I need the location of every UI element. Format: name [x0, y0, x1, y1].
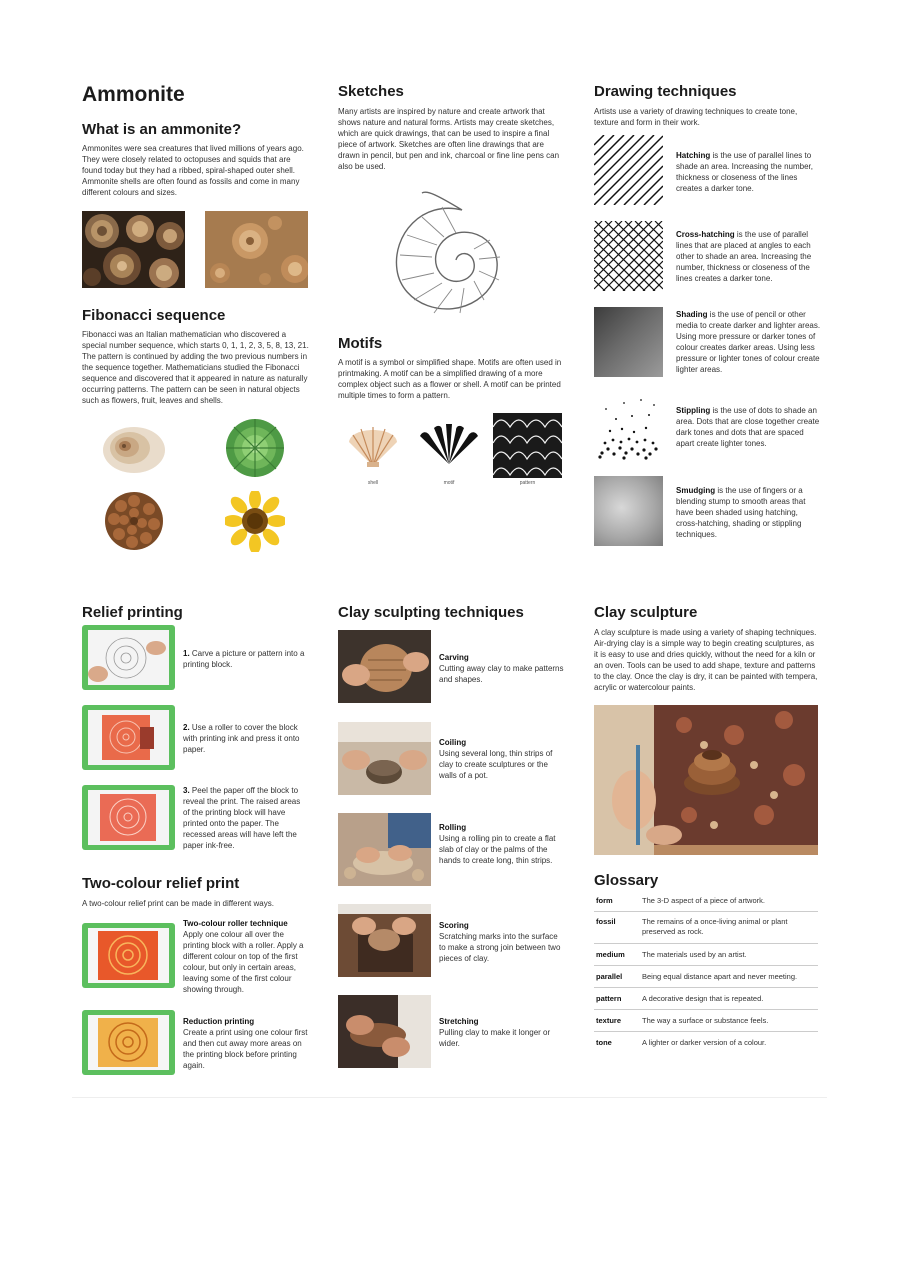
- scoring-photo: [338, 904, 431, 977]
- stretching-text: [439, 1016, 564, 1049]
- cross-hatching-desc: [676, 229, 821, 284]
- cross-hatching-text: is the use of parallel lines that are placed at angles to each other to shade an area. Increasing the number, thickness or closeness of the lines creates a darker tone.: [676, 230, 812, 283]
- relief-step3-desc: Peel the paper off the block to reveal the print. The raised areas of the printing block will have printed onto the paper. The recessed areas will have left the paper ink-free.: [183, 786, 301, 850]
- two-colour-roller-desc: Apply one colour all over the printing block with a roller. Apply a different colour on top of the first colour, but only in certain areas, leaving some of the first colour showing through.: [183, 930, 304, 994]
- stretching-title: Stretching: [439, 1017, 479, 1026]
- scoring-text: [439, 920, 564, 964]
- glossary-row: [594, 1032, 818, 1053]
- glossary-def: The 3-D aspect of a piece of artwork.: [642, 896, 765, 905]
- relief-heading: Relief printing: [82, 604, 183, 621]
- drawing-heading: Drawing techniques: [594, 83, 737, 100]
- two-colour-intro: A two-colour relief print can be made in different ways.: [82, 899, 274, 908]
- glossary-def: A lighter or darker version of a colour.: [642, 1038, 767, 1047]
- glossary-term: tone: [596, 1038, 612, 1047]
- smudging-sample: [594, 476, 663, 546]
- shading-desc: [676, 309, 821, 375]
- what-is-text: Ammonites were sea creatures that lived millions of years ago. They were closely related to octopuses and squids that are found today but they had a ribbed, spiral-shaped outer shell. Ammonite shells are often found as fossils and come in many different colours and sizes.: [82, 144, 304, 197]
- drawing-intro: Artists use a variety of drawing techniques to create tone, texture and form in their work.: [594, 107, 798, 127]
- caption-pattern: pattern: [519, 480, 536, 486]
- glossary-term: parallel: [596, 972, 623, 981]
- pattern-image: [493, 413, 562, 478]
- rolling-title: Rolling: [439, 823, 467, 832]
- page-bottom-divider: [72, 1097, 827, 1098]
- reduction-printing-text: [183, 1016, 309, 1071]
- glossary-def: The remains of a once-living animal or plant preserved as rock.: [642, 917, 788, 936]
- relief-step3-text: [183, 785, 308, 851]
- hatching-text: is the use of parallel lines to shade an area. Increasing the number, thickness or closeness of the lines creates a darker tone.: [676, 151, 813, 193]
- coiling-desc: Using several long, thin strips of clay to create sculptures or the walls of a pot.: [439, 749, 553, 780]
- carving-desc: Cutting away clay to make patterns and shapes.: [439, 664, 564, 684]
- rolling-photo: [338, 813, 431, 886]
- two-colour-roller-title: Two-colour roller technique: [183, 919, 288, 928]
- sunflower-image: [225, 491, 285, 552]
- glossary-row: [594, 944, 818, 966]
- fibonacci-heading: Fibonacci sequence: [82, 307, 226, 324]
- scoring-desc: Scratching marks into the surface to make a strong join between two pieces of clay.: [439, 932, 561, 963]
- stippling-sample: [594, 391, 663, 461]
- glossary-def: Being equal distance apart and never meeting.: [642, 972, 798, 981]
- glossary-def: The way a surface or substance feels.: [642, 1016, 769, 1025]
- smudging-text: is the use of fingers or a blending stump to smooth areas that have been shaded using hatching, cross-hatching, shading or stippling techniques.: [676, 486, 806, 539]
- glossary-def: The materials used by an artist.: [642, 950, 747, 959]
- reduction-printing-title: Reduction printing: [183, 1017, 255, 1026]
- glossary-term: medium: [596, 950, 625, 959]
- stippling-term: Stippling: [676, 406, 711, 415]
- glossary-term: pattern: [596, 994, 622, 1003]
- hatching-desc: [676, 150, 821, 194]
- sketches-heading: Sketches: [338, 83, 404, 100]
- shading-sample: [594, 307, 663, 377]
- stippling-desc: [676, 405, 821, 449]
- hatching-term: Hatching: [676, 151, 711, 160]
- succulent-image: [224, 418, 286, 478]
- relief-step1-photo: [82, 625, 175, 690]
- carving-title: Carving: [439, 653, 469, 662]
- relief-step1-num: 1.: [183, 649, 190, 658]
- clay-tech-heading: Clay sculpting techniques: [338, 604, 524, 621]
- hatching-sample: [594, 135, 663, 205]
- relief-step2-num: 2.: [183, 723, 190, 732]
- cross-hatching-term: Cross-hatching: [676, 230, 735, 239]
- sketches-text: Many artists are inspired by nature and create artwork that shows nature and natural forms. Artists may create sketches, which are quick drawings, that can be used to inspire a final piece of artwork. Sketches are often line drawings that are drawn in pencil, but pen and ink, charcoal or fine line pens can also be used.: [338, 107, 560, 171]
- glossary-term: texture: [596, 1016, 622, 1025]
- rolling-desc: Using a rolling pin to create a flat slab of clay or the palms of the hands to create long, thin strips.: [439, 834, 556, 865]
- shading-text: is the use of pencil or other media to create darker and lighter areas. Using more pressure or darker tones of colour creates darker areas. Using less pressure or lighter tones of colour create lighter areas.: [676, 310, 821, 374]
- relief-step3-photo: [82, 785, 175, 850]
- glossary-row: [594, 893, 818, 912]
- motif-image: [418, 422, 480, 467]
- pinecone-image: [104, 491, 164, 552]
- what-is-heading: What is an ammonite?: [82, 121, 242, 138]
- coiling-title: Coiling: [439, 738, 467, 747]
- glossary-row: [594, 912, 818, 944]
- shading-term: Shading: [676, 310, 708, 319]
- coiling-photo: [338, 722, 431, 795]
- coiling-text: [439, 737, 564, 781]
- two-colour-roller-photo: [82, 923, 175, 988]
- glossary-row: [594, 966, 818, 988]
- glossary-row: [594, 988, 818, 1010]
- snail-shell-image: [102, 421, 166, 475]
- clay-sculpture-heading: Clay sculpture: [594, 604, 698, 621]
- glossary-term: fossil: [596, 917, 616, 926]
- clay-sculpture-photo: [594, 705, 818, 855]
- glossary-heading: Glossary: [594, 872, 659, 889]
- motifs-heading: Motifs: [338, 335, 383, 352]
- caption-shell: shell: [367, 480, 379, 486]
- ammonite-rock-photo: [205, 211, 308, 288]
- cross-hatching-sample: [594, 221, 663, 291]
- smudging-desc: [676, 485, 821, 540]
- scallop-shell-image: [346, 420, 400, 469]
- ammonite-fossils-photo: [82, 211, 185, 288]
- glossary-row: [594, 1010, 818, 1032]
- ammonite-sketch-image: [382, 185, 518, 325]
- reduction-printing-desc: Create a print using one colour first and then cut away more areas on the printing block before printing again.: [183, 1028, 308, 1070]
- fibonacci-text: Fibonacci was an Italian mathematician who discovered a special number sequence, which starts 0, 1, 1, 2, 3, 5, 8, 13, 21. The pattern is continued by adding the two previous numbers in the sequence together. Mathematicians studied the Fibonacci sequence and discovered that it appeared in nature as naturally occurring patterns. The pattern can be seen in natural objects such as flowers, fruit, leaves and shells.: [82, 330, 309, 405]
- relief-step1-text: [183, 648, 308, 670]
- stretching-desc: Pulling clay to make it longer or wider.: [439, 1028, 551, 1048]
- page-title: Ammonite: [82, 83, 185, 106]
- two-colour-heading: Two-colour relief print: [82, 875, 240, 892]
- carving-text: [439, 652, 564, 685]
- stretching-photo: [338, 995, 431, 1068]
- two-colour-roller-text: [183, 918, 309, 995]
- rolling-text: [439, 822, 564, 866]
- smudging-term: Smudging: [676, 486, 716, 495]
- caption-motif: motif: [443, 480, 455, 486]
- relief-step2-desc: Use a roller to cover the block with printing ink and press it onto paper.: [183, 723, 300, 754]
- carving-photo: [338, 630, 431, 703]
- relief-step2-text: [183, 722, 308, 755]
- stippling-text: is the use of dots to shade an area. Dots that are close together create dark tones and dots that are spaced apart create lighter tones.: [676, 406, 820, 448]
- relief-step3-num: 3.: [183, 786, 190, 795]
- reduction-printing-photo: [82, 1010, 175, 1075]
- scoring-title: Scoring: [439, 921, 469, 930]
- relief-step2-photo: [82, 705, 175, 770]
- relief-step1-desc: Carve a picture or pattern into a printing block.: [183, 649, 305, 669]
- motifs-text: A motif is a symbol or simplified shape. Motifs are often used in printmaking. A motif can be a simplified drawing of a more complex object such as a flower or shell. A motif can be printed multiple times to form a pattern.: [338, 358, 562, 400]
- clay-sculpture-text: A clay sculpture is made using a variety of shaping techniques. Air-drying clay is a simple way to begin creating sculptures, as it is easy to use and dries quickly, without the need for a kiln or an oven. Tools can be used to add shape, texture and patterns to the clay. Once the clay is dry, it can be painted with tempera, acrylic or watercolour paints.: [594, 628, 818, 692]
- glossary-term: form: [596, 896, 613, 905]
- glossary-def: A decorative design that is repeated.: [642, 994, 764, 1003]
